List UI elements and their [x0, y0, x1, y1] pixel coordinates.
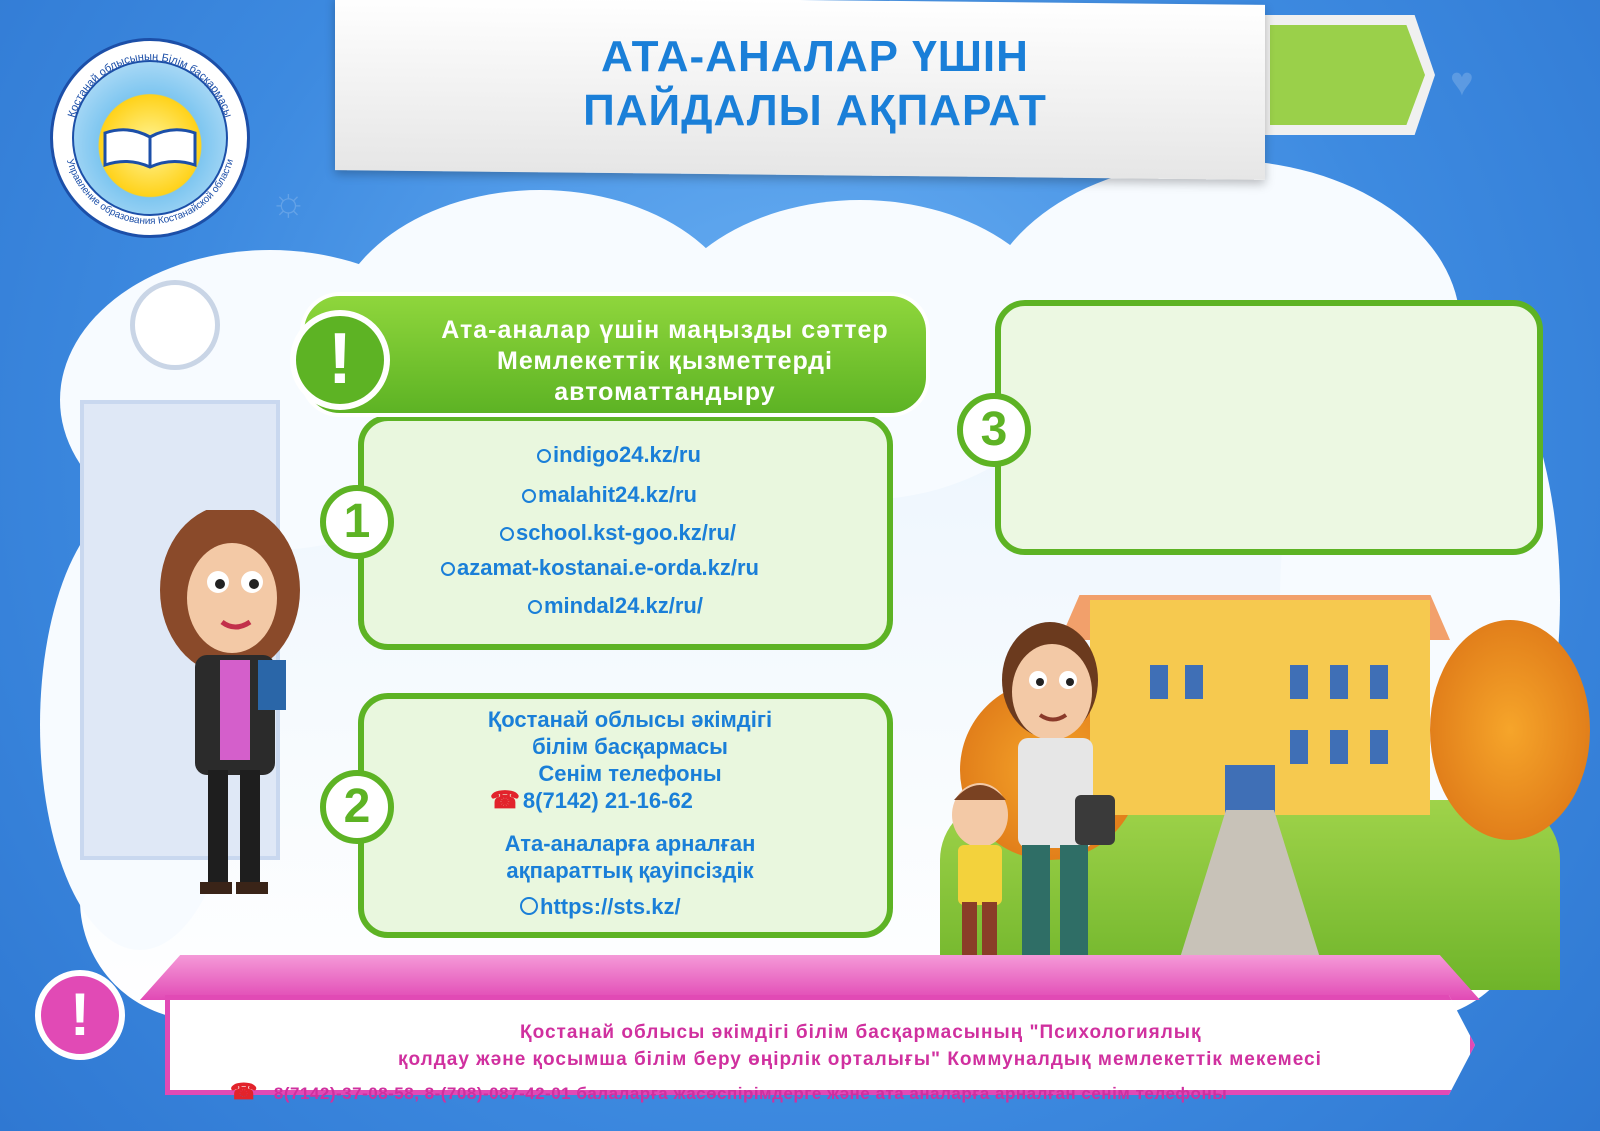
link-sts-kz[interactable] [520, 894, 681, 920]
link-azamat-kostanai[interactable] [441, 555, 759, 581]
mother-character [150, 510, 320, 920]
header-tab-accent [1270, 25, 1425, 125]
logo-text-top: Қостанай облысының Білім басқармасы [65, 50, 235, 119]
phone-icon: ☎ [230, 1079, 258, 1104]
window [1290, 730, 1308, 764]
empty-panel [995, 300, 1543, 555]
link-text: https://sts.kz/ [540, 894, 681, 919]
autumn-tree [1430, 620, 1590, 840]
window [1150, 665, 1168, 699]
svg-text:Қостанай облысының Білім басқа [66, 51, 234, 119]
contacts-line1: Қостанай облысы әкімдігі [487, 707, 773, 732]
link-malahit24[interactable] [522, 482, 697, 508]
contacts-line3: Сенім телефоны [538, 761, 722, 786]
link-text: mindal24.kz/ru/ [544, 593, 703, 618]
contacts-line2: білім басқармасы [532, 734, 728, 759]
window [1370, 665, 1388, 699]
contacts-line5: ақпараттық қауіпсіздік [506, 858, 754, 883]
banner-line2: Мемлекеттік қызметтерді [497, 347, 833, 375]
father-and-son-character [940, 610, 1130, 990]
footer-line2: қолдау және қосымша білім беру өңірлік орталығы" Коммуналдық мемлекеттік мекемесі [398, 1049, 1322, 1070]
globe-icon [537, 449, 551, 463]
exclamation-icon: ! [290, 310, 390, 410]
link-text: malahit24.kz/ru [538, 482, 697, 507]
section-number-3: 3 [957, 393, 1031, 467]
footer-line1: Қостанай облысы әкімдігі білім басқармасының "Психологиялық [520, 1022, 1202, 1043]
window [1290, 665, 1308, 699]
doodle-decoration: ♥ [1450, 60, 1474, 104]
window [1370, 730, 1388, 764]
hotline-phone-number: 8(7142) 21-16-62 [522, 788, 693, 813]
link-indigo24[interactable] [537, 442, 701, 468]
globe-icon [528, 600, 542, 614]
hotline-phone[interactable] [490, 787, 750, 814]
logo-text-bottom: Управление образования Костанайской области [63, 157, 237, 228]
doodle-decoration: ☼ [270, 180, 307, 224]
window [1330, 730, 1348, 764]
link-mindal24[interactable] [528, 593, 703, 619]
footer-line3 [230, 1079, 1227, 1105]
page-title-line2: ПАЙДАЛЫ АҚПАРАТ [583, 86, 1047, 135]
window [1330, 665, 1348, 699]
wall-clock-icon [130, 280, 220, 370]
link-text: azamat-kostanai.e-orda.kz/ru [457, 555, 759, 580]
globe-icon [522, 489, 536, 503]
page-title [400, 30, 1230, 138]
section-number-1: 1 [320, 485, 394, 559]
banner-heading [395, 315, 935, 408]
banner-line3: автоматтандыру [554, 378, 776, 406]
link-school-kst-goo[interactable] [500, 520, 736, 546]
globe-icon [441, 562, 455, 576]
link-text: indigo24.kz/ru [553, 442, 701, 467]
footer-phone-text: 8(7142)-37-08-58, 8-(708)-087-42-01 балаларға жасөспірімдерге және ата аналарға арналған сенім телефоны [273, 1084, 1228, 1103]
banner-line1: Ата-аналар үшін маңызды сәттер [441, 316, 889, 344]
window [1185, 665, 1203, 699]
globe-icon [520, 897, 538, 915]
logo-text-ring [50, 38, 250, 238]
footer-ribbon [140, 955, 1480, 1000]
svg-text:Управление образования Костана [64, 158, 236, 227]
contacts-line4: Ата-аналарға арналған [504, 831, 756, 856]
phone-icon: ☎ [490, 787, 520, 814]
school-door [1225, 765, 1275, 815]
page-title-line1: АТА-АНАЛАР ҮШІН [601, 32, 1029, 81]
exclamation-icon: ! [35, 970, 125, 1060]
section-number-2: 2 [320, 770, 394, 844]
globe-icon [500, 527, 514, 541]
link-text: school.kst-goo.kz/ru/ [516, 520, 737, 545]
